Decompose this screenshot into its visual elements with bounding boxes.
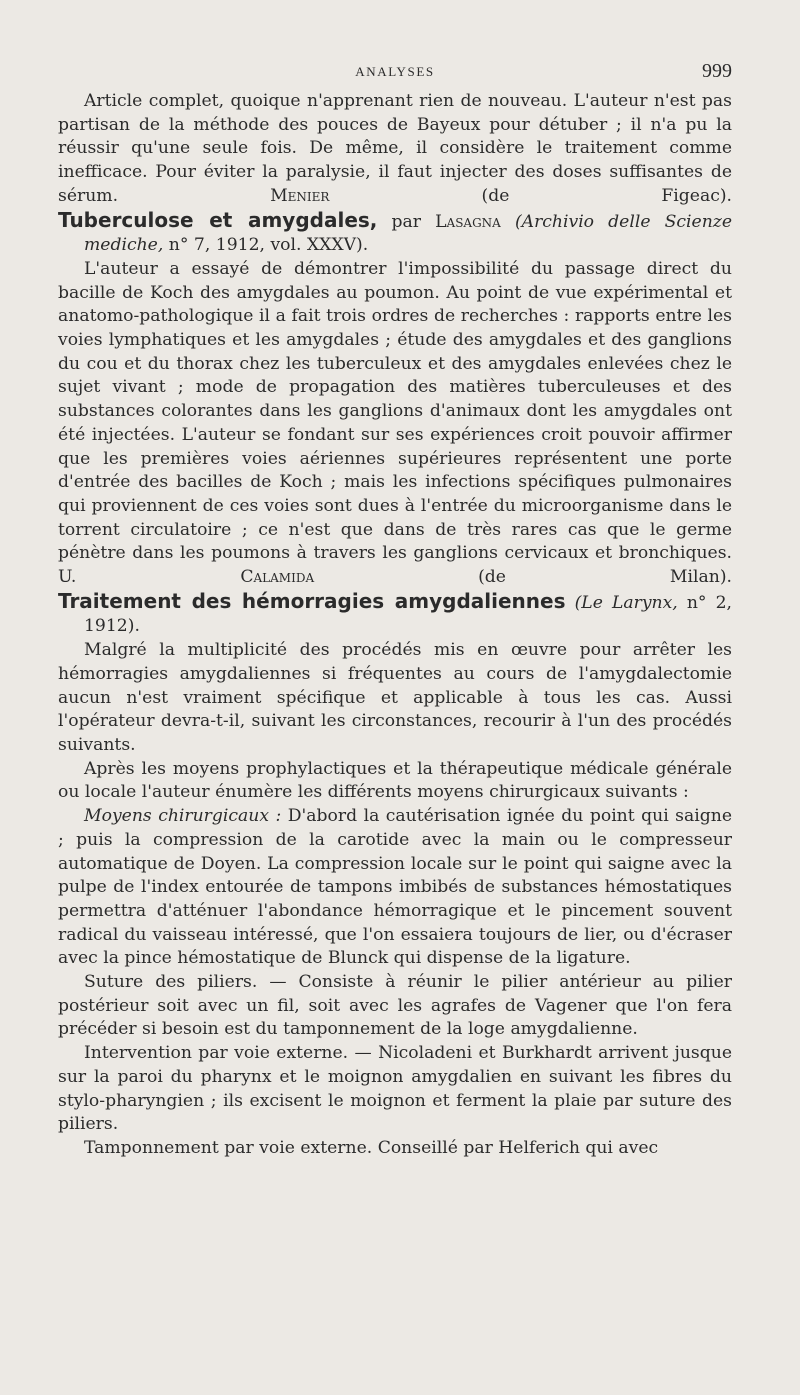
article-2-source: (Archivio delle Scienze mediche, — [84, 211, 732, 256]
article-2-signature-name: Calamida — [240, 567, 315, 588]
article-2-author: Lasagna — [435, 211, 501, 232]
running-title: ANALYSES — [355, 64, 435, 79]
article-3-title: Traitement des hémorragies amygdaliennes — [58, 588, 566, 613]
article-2-body: L'auteur a essayé de démontrer l'impossibilité du passage direct du bacille de Koch des amygdales au poumon. Au point de vue expérimental et anatomo-pathologique il a fait trois ordres de recherches : rapports entre les voies lymphatiques et les amygdales ; étude des amygdales et des ganglions du cou et du thorax chez les tuberculeux et des amygdales enlevées chez le sujet vivant ; mode de propagation des matières tuberculeuses et des substances colorantes dans les ganglions d'animaux dont les amygdales ont été injectées. L'auteur se fondant sur ses expériences croit pouvoir affirmer que les premières voies aériennes supérieures représentent une porte d'entrée des bacilles de Koch ; mais les infections spécifiques pulmonaires qui proviennent de ces voies sont dues à l'entrée du microorganisme dans le torrent circulatoire ; ce n'est que dans de très rares cas que le germe pénètre dans les poumons à travers les ganglions cervicaux et bronchiques. — [58, 258, 732, 564]
article-3-heading — [58, 590, 732, 639]
page-body — [58, 90, 732, 1161]
article-1-body: Article complet, quoique n'apprenant rien de nouveau. L'auteur n'est pas partisan de la méthode des pouces de Bayeux pour détuber ; il n'a pu la réussir qu'une seule fois. De même, il considère le traitement comme inefficace. Pour éviter la paralysie, il faut injecter des doses suffisantes de sérum. — [58, 91, 732, 206]
article-2-source-details: n° 7, 1912, vol. XXXV). — [168, 235, 369, 256]
article-2-heading — [58, 209, 732, 258]
article-3-p3-text: D'abord la cautérisation ignée du point qui saigne ; puis la compression de la carotide avec la main ou le compresseur automatique de Doyen. La compression locale sur le point qui saigne avec la pulpe de l'index entourée de tampons imbibés de substances hémostatiques permettra d'atténuer l'abondance hémorragique et le pincement souvent radical du vaisseau intéressé, que l'on essaiera toujours de lier, ou d'écraser avec la pince hémostatique de Blunck qui dispense de la ligature. — [58, 806, 732, 969]
article-1-text — [58, 90, 732, 209]
page-number: 999 — [702, 60, 732, 82]
article-3-paragraph-3 — [58, 805, 732, 971]
article-3-source-details: n° 2, 1912). — [84, 592, 733, 637]
article-1-author-place: (de Figeac). — [481, 185, 733, 206]
article-3-paragraph-1: Malgré la multiplicité des procédés mis en œuvre pour arrêter les hémorragies amygdaliennes si fréquentes au cours de l'amygdalectomie aucun n'est vraiment spécifique et applicable à tous les cas. Aussi l'opérateur devra-t-il, suivant les circonstances, recourir à l'un des procédés suivants. — [58, 640, 732, 755]
article-2-signature-place: (de Milan). — [478, 567, 733, 588]
article-3-source: (Le Larynx, — [574, 592, 678, 613]
article-2-by: par — [391, 211, 421, 232]
article-2-title: Tuberculose et amygdales, — [58, 207, 378, 232]
article-3-paragraph-2: Après les moyens prophylactiques et la thérapeutique médicale générale ou locale l'auteur énumère les différents moyens chirurgicaux suivants : — [58, 758, 732, 803]
article-3-paragraph-5: Intervention par voie externe. — Nicoladeni et Burkhardt arrivent jusque sur la paroi du pharynx et le moignon amygdalien en suivant les fibres du stylo-pharyngien ; ils excisent le moignon et ferment la plaie par suture des piliers. — [58, 1043, 732, 1135]
article-3-p3-label: Moyens chirurgicaux : — [84, 806, 282, 827]
running-head — [58, 60, 732, 90]
article-2-signature-initial: U. — [58, 567, 77, 588]
article-1-author: Menier — [270, 185, 330, 206]
article-3-paragraph-6: Tamponnement par voie externe. Conseillé par Helferich qui avec — [84, 1137, 659, 1158]
article-2-text — [58, 258, 732, 590]
article-3-paragraph-4: Suture des piliers. — Consiste à réunir le pilier antérieur au pilier postérieur soit avec un fil, soit avec les agrafes de Vagener que l'on fera précéder si besoin est du tamponnement de la loge amygdalienne. — [58, 972, 732, 1040]
